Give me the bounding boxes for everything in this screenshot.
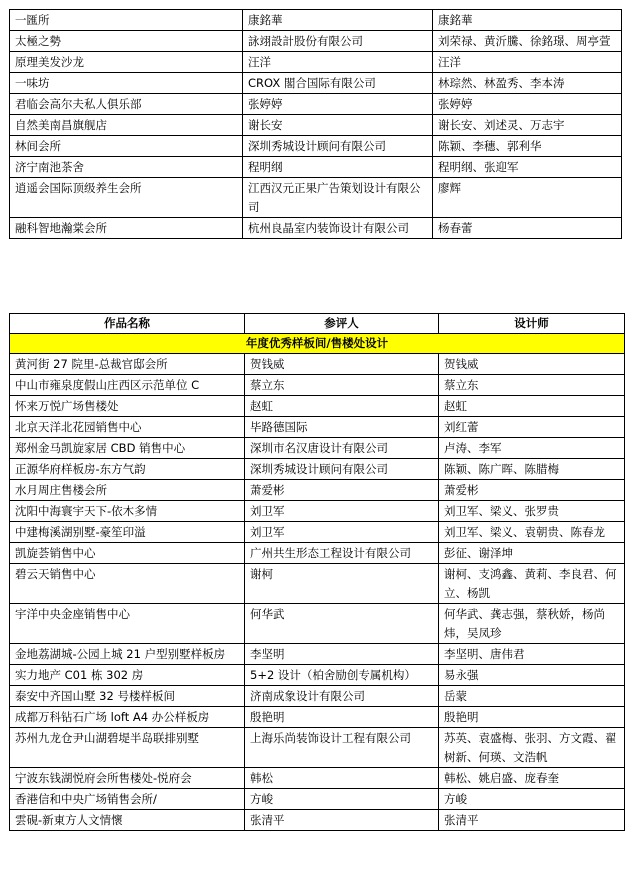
cell-designer: 刘卫军、梁义、袁朝贵、陈春龙 bbox=[439, 522, 625, 543]
cell-entrant: CROX 閣合国际有限公司 bbox=[243, 73, 433, 94]
award-table-sample-rooms bbox=[9, 313, 625, 831]
cell-entrant: 何华武 bbox=[245, 604, 439, 644]
table-row bbox=[10, 728, 625, 768]
cell-entrant: 汪洋 bbox=[243, 52, 433, 73]
cell-entrant: 济南成象设计有限公司 bbox=[245, 686, 439, 707]
cell-designer: 易永强 bbox=[439, 665, 625, 686]
cell-entrant: 5+2 设计（柏舍励创专属机构） bbox=[245, 665, 439, 686]
cell-designer: 张清平 bbox=[439, 810, 625, 831]
cell-entrant: 谢长安 bbox=[243, 115, 433, 136]
category-row bbox=[10, 334, 625, 354]
cell-designer: 何华武、龚志强，蔡秋娇，杨尚炜，吴凤珍 bbox=[439, 604, 625, 644]
cell-designer: 廖辉 bbox=[433, 178, 622, 218]
cell-designer: 卢涛、李军 bbox=[439, 438, 625, 459]
cell-work-name: 原理美发沙龙 bbox=[10, 52, 243, 73]
cell-work-name: 宁波东钱湖悦府会所售楼处-悦府会 bbox=[10, 768, 245, 789]
cell-entrant: 谢柯 bbox=[245, 564, 439, 604]
cell-entrant: 赵虹 bbox=[245, 396, 439, 417]
cell-designer: 殷艳明 bbox=[439, 707, 625, 728]
header-entrant: 参评人 bbox=[245, 314, 439, 334]
table-row bbox=[10, 438, 625, 459]
cell-work-name: 一味坊 bbox=[10, 73, 243, 94]
header-work-name: 作品名称 bbox=[10, 314, 245, 334]
cell-work-name: 水月周庄售楼会所 bbox=[10, 480, 245, 501]
cell-entrant: 毕路德国际 bbox=[245, 417, 439, 438]
cell-designer: 岳蒙 bbox=[439, 686, 625, 707]
table-row bbox=[10, 522, 625, 543]
cell-entrant: 刘卫军 bbox=[245, 522, 439, 543]
cell-entrant: 上海乐尚装饰设计工程有限公司 bbox=[245, 728, 439, 768]
table-row bbox=[10, 768, 625, 789]
cell-designer: 张婷婷 bbox=[433, 94, 622, 115]
cell-entrant: 韩松 bbox=[245, 768, 439, 789]
cell-work-name: 郑州金马凯旋家居 CBD 销售中心 bbox=[10, 438, 245, 459]
cell-designer: 蔡立东 bbox=[439, 375, 625, 396]
table-row bbox=[10, 459, 625, 480]
table-row bbox=[10, 707, 625, 728]
cell-entrant: 康銘華 bbox=[243, 10, 433, 31]
cell-designer: 方峻 bbox=[439, 789, 625, 810]
cell-entrant: 张婷婷 bbox=[243, 94, 433, 115]
cell-entrant: 杭州良晶室内装饰设计有限公司 bbox=[243, 218, 433, 239]
cell-entrant: 方峻 bbox=[245, 789, 439, 810]
cell-work-name: 太極之勢 bbox=[10, 31, 243, 52]
cell-work-name: 成都万科钻石广场 loft A4 办公样板房 bbox=[10, 707, 245, 728]
table-row bbox=[10, 375, 625, 396]
cell-work-name: 北京天洋北花园销售中心 bbox=[10, 417, 245, 438]
cell-work-name: 泰安中齐国山墅 32 号楼样板间 bbox=[10, 686, 245, 707]
cell-designer: 杨春蕾 bbox=[433, 218, 622, 239]
cell-work-name: 碧云天销售中心 bbox=[10, 564, 245, 604]
cell-work-name: 林间会所 bbox=[10, 136, 243, 157]
table-row bbox=[10, 73, 622, 94]
table-row bbox=[10, 31, 622, 52]
cell-work-name: 雲硯-新東方人文情懷 bbox=[10, 810, 245, 831]
cell-designer: 陈颖、陈广晖、陈腊梅 bbox=[439, 459, 625, 480]
table-row bbox=[10, 94, 622, 115]
cell-work-name: 黄河街 27 院里-总裁官邸会所 bbox=[10, 354, 245, 375]
cell-work-name: 正源华府样板房-东方气韵 bbox=[10, 459, 245, 480]
cell-designer: 彭征、谢泽坤 bbox=[439, 543, 625, 564]
cell-entrant: 詠翊設計股份有限公司 bbox=[243, 31, 433, 52]
cell-designer: 苏英、袁盛梅、张羽、方文霞、翟树新、何瑛、文浩帆 bbox=[439, 728, 625, 768]
cell-work-name: 怀来万悦广场售楼处 bbox=[10, 396, 245, 417]
cell-entrant: 萧爱彬 bbox=[245, 480, 439, 501]
table-row bbox=[10, 564, 625, 604]
cell-designer: 赵虹 bbox=[439, 396, 625, 417]
cell-designer: 程明纲、张迎军 bbox=[433, 157, 622, 178]
cell-entrant: 深圳市名汉唐设计有限公司 bbox=[245, 438, 439, 459]
cell-work-name: 一匯所 bbox=[10, 10, 243, 31]
cell-entrant: 江西汉元正果广告策划设计有限公司 bbox=[243, 178, 433, 218]
cell-designer: 谢柯、支鸿鑫、黄莉、李良君、何立、杨凯 bbox=[439, 564, 625, 604]
table-row bbox=[10, 543, 625, 564]
cell-work-name: 实力地产 C01 栋 302 房 bbox=[10, 665, 245, 686]
table-row bbox=[10, 810, 625, 831]
table-row bbox=[10, 604, 625, 644]
category-title: 年度优秀样板间/售楼处设计 bbox=[10, 334, 625, 354]
cell-designer: 刘卫军、梁义、张罗贵 bbox=[439, 501, 625, 522]
table-row bbox=[10, 396, 625, 417]
cell-entrant: 张清平 bbox=[245, 810, 439, 831]
cell-entrant: 刘卫军 bbox=[245, 501, 439, 522]
table-row bbox=[10, 644, 625, 665]
table-row bbox=[10, 501, 625, 522]
table-row bbox=[10, 178, 622, 218]
cell-work-name: 沈阳中海寰宇天下-依木多情 bbox=[10, 501, 245, 522]
cell-designer: 汪洋 bbox=[433, 52, 622, 73]
table-row bbox=[10, 218, 622, 239]
table-row bbox=[10, 789, 625, 810]
cell-designer: 刘红蕾 bbox=[439, 417, 625, 438]
cell-entrant: 程明纲 bbox=[243, 157, 433, 178]
table-row bbox=[10, 480, 625, 501]
cell-designer: 陈颖、李穗、郭利华 bbox=[433, 136, 622, 157]
table-row bbox=[10, 417, 625, 438]
cell-designer: 李坚明、唐伟君 bbox=[439, 644, 625, 665]
table-row bbox=[10, 686, 625, 707]
cell-designer: 林琮然、林盈秀、李本涛 bbox=[433, 73, 622, 94]
header-designer: 设计师 bbox=[439, 314, 625, 334]
cell-work-name: 苏州九龙仓尹山湖碧堤半岛联排别墅 bbox=[10, 728, 245, 768]
award-table-top-body bbox=[10, 10, 622, 239]
cell-entrant: 蔡立东 bbox=[245, 375, 439, 396]
cell-entrant: 深圳秀城设计顾问有限公司 bbox=[245, 459, 439, 480]
table-row bbox=[10, 665, 625, 686]
cell-designer: 谢长安、刘述灵、万志宇 bbox=[433, 115, 622, 136]
cell-entrant: 殷艳明 bbox=[245, 707, 439, 728]
table-row bbox=[10, 157, 622, 178]
cell-work-name: 济宁南池茶舍 bbox=[10, 157, 243, 178]
table-row bbox=[10, 354, 625, 375]
table-row bbox=[10, 52, 622, 73]
cell-designer: 韩松、姚启盛、庞春奎 bbox=[439, 768, 625, 789]
award-table-top bbox=[9, 9, 622, 239]
cell-work-name: 香港信和中央广场销售会所/ bbox=[10, 789, 245, 810]
table-header bbox=[10, 314, 625, 354]
award-table-sample-rooms-body bbox=[10, 354, 625, 831]
cell-work-name: 凯旋荟销售中心 bbox=[10, 543, 245, 564]
cell-designer: 贺钱威 bbox=[439, 354, 625, 375]
cell-designer: 刘荣禄、黄沂騰、徐銘璟、周亭萱 bbox=[433, 31, 622, 52]
table-row bbox=[10, 10, 622, 31]
cell-work-name: 中建梅溪湖别墅-豪笙印溢 bbox=[10, 522, 245, 543]
header-row bbox=[10, 314, 625, 334]
cell-designer: 萧爱彬 bbox=[439, 480, 625, 501]
cell-work-name: 君临会高尔夫私人俱乐部 bbox=[10, 94, 243, 115]
cell-entrant: 李坚明 bbox=[245, 644, 439, 665]
cell-entrant: 贺钱威 bbox=[245, 354, 439, 375]
cell-entrant: 深圳秀城设计顾问有限公司 bbox=[243, 136, 433, 157]
cell-work-name: 逍遥会国际顶级养生会所 bbox=[10, 178, 243, 218]
cell-work-name: 金地荔湖城-公园上城 21 户型别墅样板房 bbox=[10, 644, 245, 665]
cell-work-name: 融科智地瀚棠会所 bbox=[10, 218, 243, 239]
cell-work-name: 中山市雍泉度假山庄西区示范单位 C bbox=[10, 375, 245, 396]
cell-work-name: 自然美南昌旗舰店 bbox=[10, 115, 243, 136]
table-row bbox=[10, 136, 622, 157]
cell-designer: 康銘華 bbox=[433, 10, 622, 31]
table-row bbox=[10, 115, 622, 136]
cell-work-name: 宇洋中央金座销售中心 bbox=[10, 604, 245, 644]
cell-entrant: 广州共生形态工程设计有限公司 bbox=[245, 543, 439, 564]
